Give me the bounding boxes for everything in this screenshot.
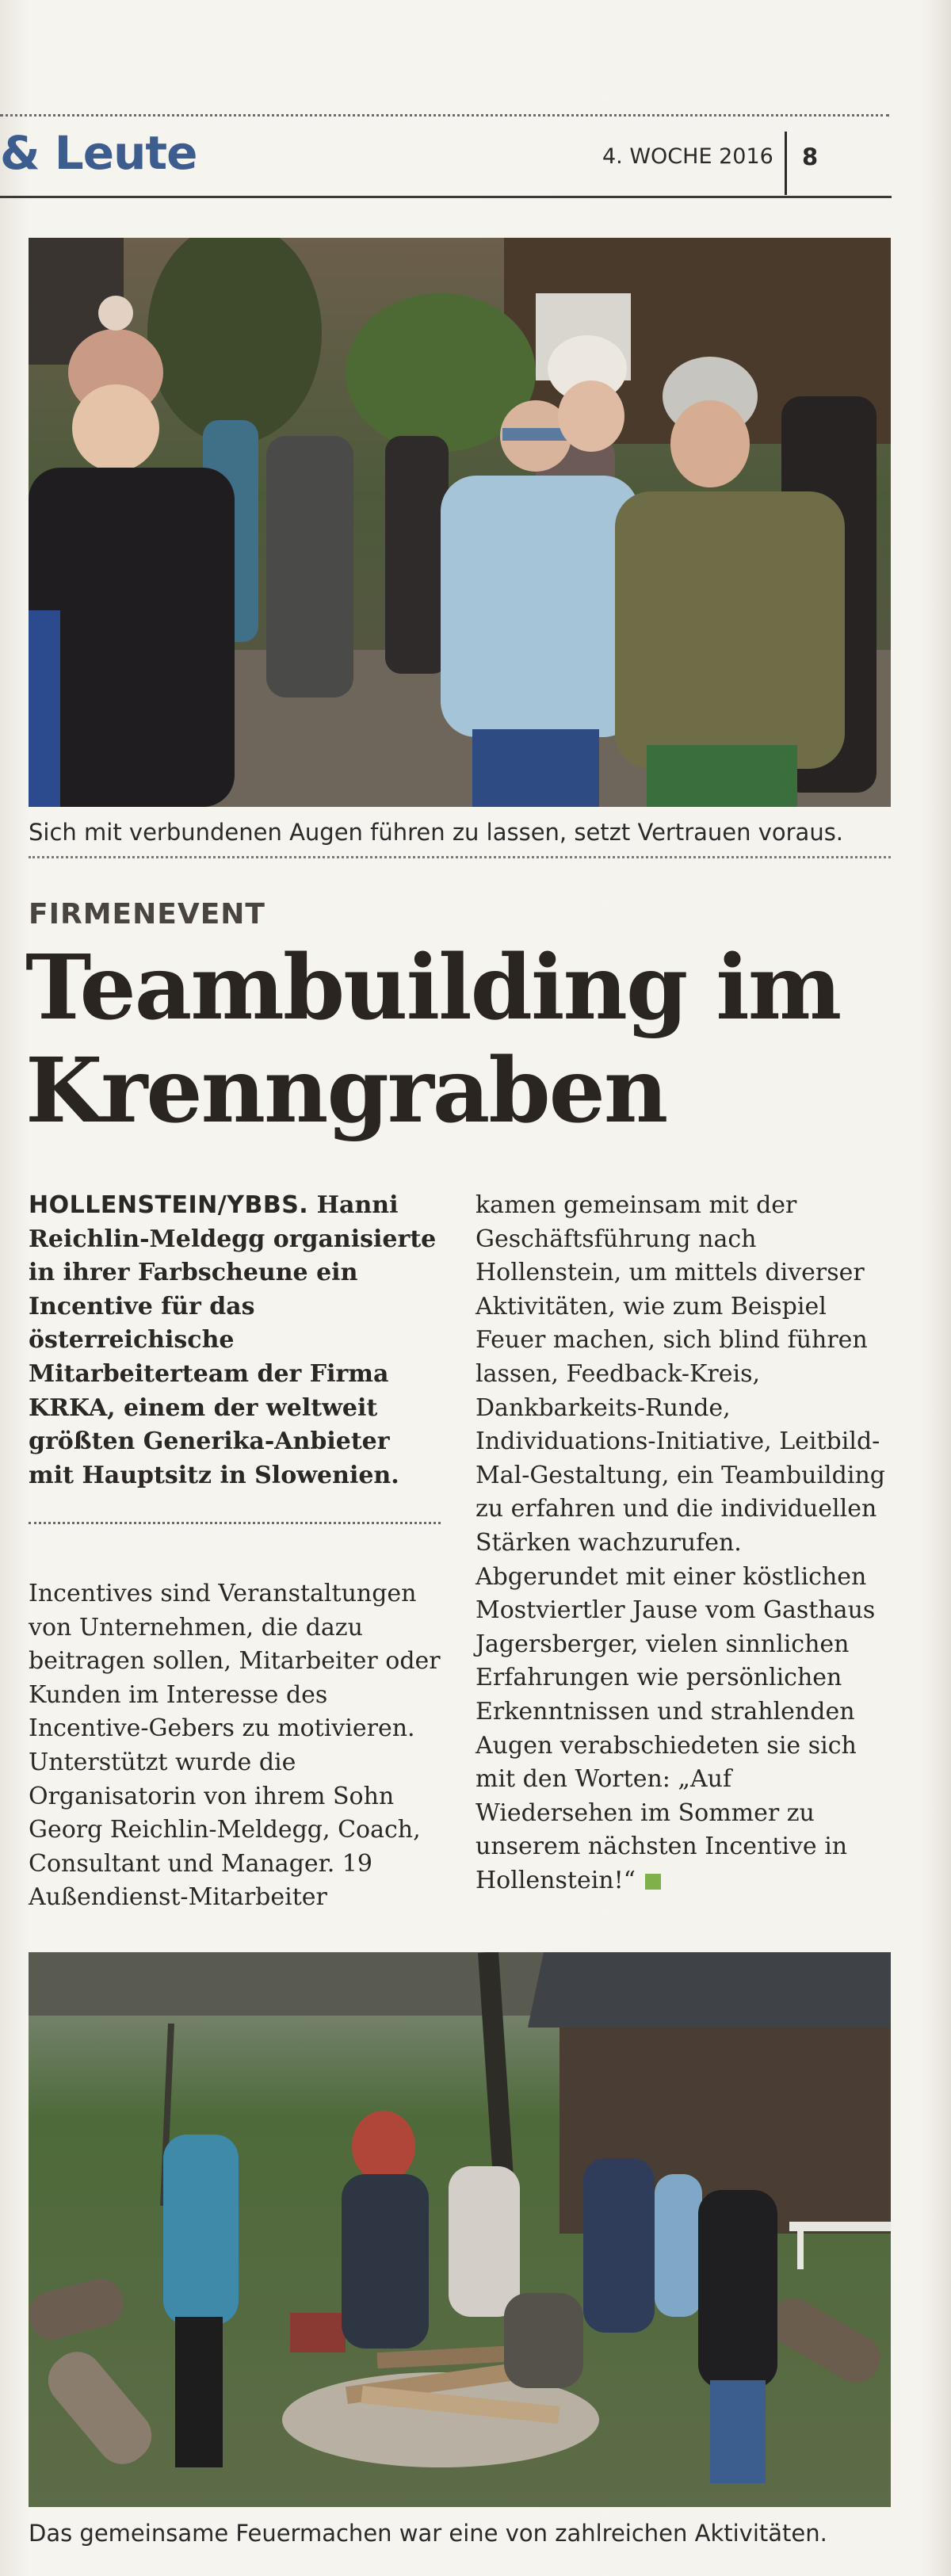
header-divider: [785, 132, 787, 195]
body-left-text: Incentives sind Veranstaltungen von Unternehmen, die dazu beitragen sollen, Mitarbeiter oder Kunden im Interesse des Incentive-Gebers zu motivieren. Unterstützt wurde die Organisatorin von ihrem Sohn Georg Reichlin-Meldegg, Coach, Consultant und Manager. 19 Außendienst-Mitarbeiter: [29, 1580, 441, 1912]
issue-week: 4. WOCHE 2016: [602, 144, 773, 169]
photo-caption-top: Sich mit verbundenen Augen führen zu lassen, setzt Vertrauen voraus.: [29, 819, 844, 846]
article-lead: [29, 1189, 441, 1492]
lead-dotted-rule: [29, 1522, 441, 1524]
caption-dotted-rule: [29, 856, 891, 858]
top-dotted-rule: [0, 114, 889, 117]
article-body-right: [476, 1189, 888, 1898]
dateline: HOLLENSTEIN/YBBS.: [29, 1191, 309, 1219]
lead-text: Hanni Reichlin-Meldegg organisierte in ihrer Farbscheune ein Incentive für das österreichische Mitarbeiterteam der Firma KRKA, einem der weltweit größten Generika-Anbieter mit Hauptsitz in Slowenien.: [29, 1191, 437, 1489]
photo-fire-making: [29, 1952, 891, 2507]
page-number: 8: [802, 143, 819, 170]
photo-fire-making-image: [29, 1952, 891, 2507]
headline-line-2: Krenngraben: [25, 1039, 667, 1143]
body-right-text: kamen gemeinsam mit der Geschäftsführung nach Hollenstein, um mittels diverser Aktivitäten, wie zum Beispiel Feuer machen, sich blind führen lassen, Feedback-Kreis, Dankbarkeits-Runde, Individuations-Initiative, Leitbild-Mal-Gestaltung, ein Teambuilding zu erfahren und die individuellen Stärken wachzurufen. Abgerundet mit einer köstlichen Mostviertler Jause vom Gasthaus Jagersberger, vielen sinnlichen Erfahrungen wie persönlichen Erkenntnissen und strahlenden Augen verabschiedeten sie sich mit den Worten: „Auf Wiedersehen im Sommer zu unserem nächsten Incentive in Hollenstein!“: [476, 1191, 885, 1894]
article-headline: [25, 937, 889, 1143]
photo-caption-bottom: Das gemeinsame Feuermachen war eine von zahlreichen Aktivitäten.: [29, 2520, 827, 2547]
header-rule: [0, 196, 892, 198]
section-title: & Leute: [0, 126, 197, 180]
article-kicker: FIRMENEVENT: [29, 898, 265, 931]
end-mark-square: [645, 1874, 661, 1890]
photo-blindfolded-walk-image: [29, 238, 891, 807]
article-body-left: [29, 1577, 441, 1915]
headline-line-1: Teambuilding im: [25, 936, 841, 1040]
photo-blindfolded-walk: [29, 238, 891, 807]
